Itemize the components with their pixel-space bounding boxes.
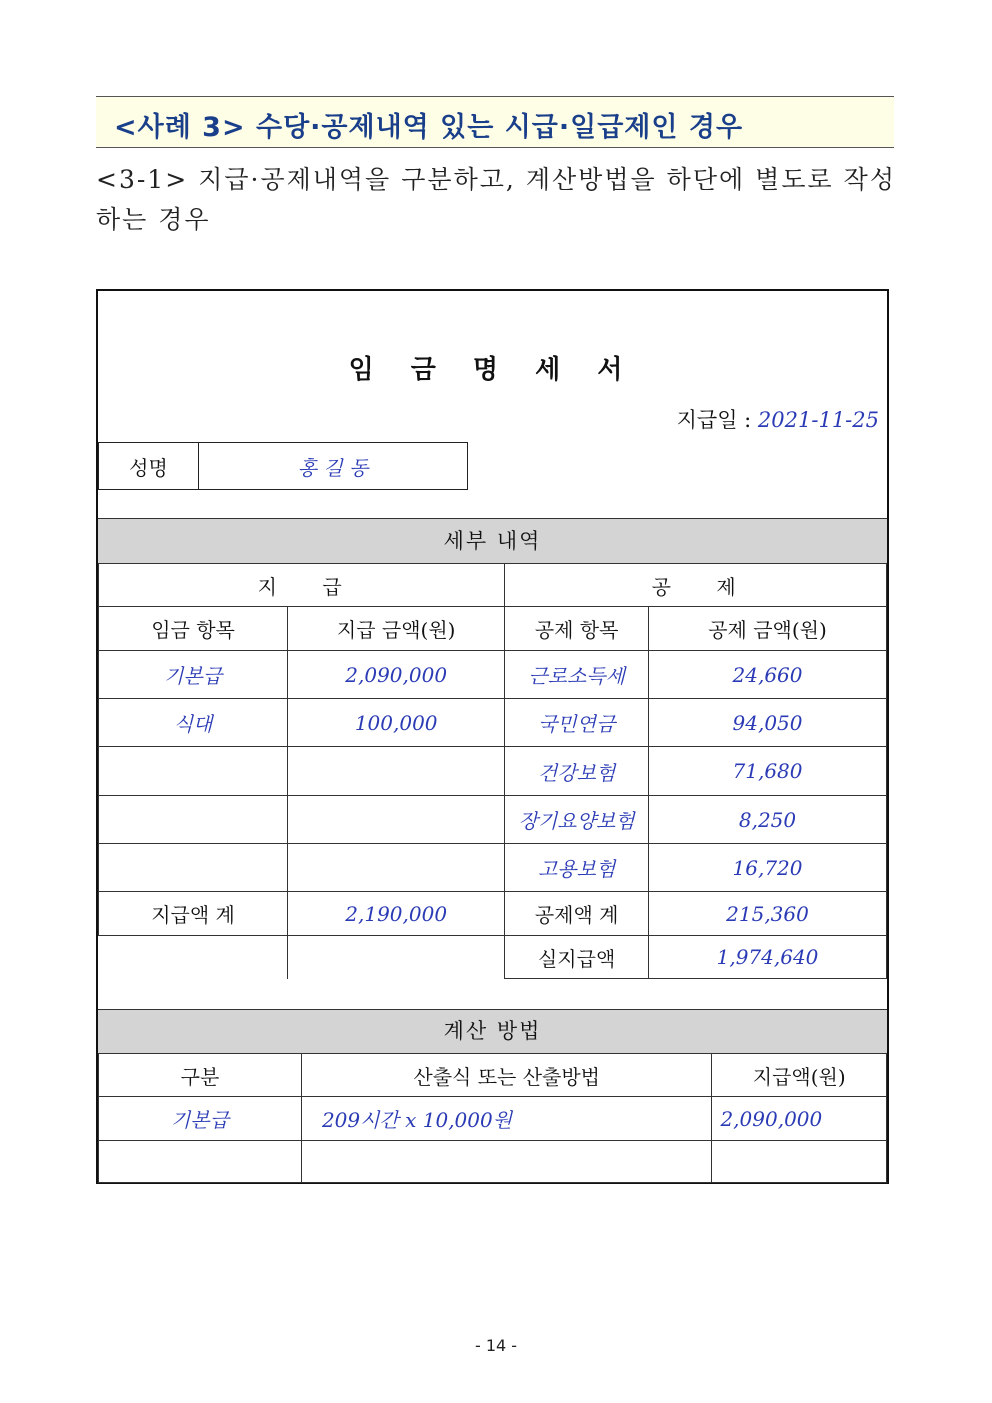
net-row (99, 936, 887, 979)
col-deduct-amount: 공제 금액(원) (649, 607, 887, 651)
deduct-amount: 8,250 (649, 796, 887, 844)
details-section-title: 세부 내역 (98, 518, 887, 564)
pay-item (99, 844, 288, 892)
table-row (99, 1097, 887, 1141)
name-value: 홍 길 동 (199, 443, 468, 490)
payday-value: 2021-11-25 (757, 408, 879, 432)
calc-formula (301, 1141, 712, 1183)
calc-formula: 209시간 x 10,000원 (301, 1097, 712, 1141)
table-row (99, 844, 887, 892)
deduct-amount: 94,050 (649, 699, 887, 747)
calc-category: 기본급 (99, 1097, 302, 1141)
wage-statement (96, 289, 889, 1184)
payday-label: 지급일 : (676, 408, 752, 432)
pay-amount: 2,090,000 (288, 651, 505, 699)
deduct-item: 건강보험 (505, 747, 649, 796)
name-table (98, 442, 468, 490)
pay-item: 기본급 (99, 651, 288, 699)
case-header (96, 96, 894, 148)
table-row (99, 747, 887, 796)
deduct-amount: 71,680 (649, 747, 887, 796)
pay-amount (288, 747, 505, 796)
total-pay-value: 2,190,000 (288, 892, 505, 936)
total-deduct-label: 공제액 계 (505, 892, 649, 936)
total-pay-label: 지급액 계 (99, 892, 288, 936)
col-pay-item: 임금 항목 (99, 607, 288, 651)
details-table (98, 563, 887, 979)
deduct-header: 공 제 (505, 564, 887, 607)
calc-category (99, 1141, 302, 1183)
calc-amount (712, 1141, 887, 1183)
pay-item (99, 796, 288, 844)
calc-amount: 2,090,000 (712, 1097, 887, 1141)
table-row (99, 651, 887, 699)
col-amount: 지급액(원) (712, 1054, 887, 1097)
page-number: - 14 - (474, 1336, 518, 1355)
pay-item: 식대 (99, 699, 288, 747)
pay-item (99, 747, 288, 796)
table-row (99, 796, 887, 844)
table-row (99, 699, 887, 747)
deduct-item: 국민연금 (505, 699, 649, 747)
col-pay-amount: 지급 금액(원) (288, 607, 505, 651)
name-label: 성명 (99, 443, 199, 490)
col-category: 구분 (99, 1054, 302, 1097)
pay-amount (288, 796, 505, 844)
col-formula: 산출식 또는 산출방법 (301, 1054, 712, 1097)
net-label: 실지급액 (505, 936, 649, 979)
pay-header: 지 급 (99, 564, 505, 607)
case-subtitle: <3-1> 지급·공제내역을 구분하고, 계산방법을 하단에 별도로 작성하는 경우 (96, 165, 896, 234)
deduct-amount: 24,660 (649, 651, 887, 699)
net-value: 1,974,640 (649, 936, 887, 979)
total-deduct-value: 215,360 (649, 892, 887, 936)
deduct-amount: 16,720 (649, 844, 887, 892)
pay-amount (288, 844, 505, 892)
deduct-item: 근로소득세 (505, 651, 649, 699)
deduct-item: 고용보험 (505, 844, 649, 892)
col-deduct-item: 공제 항목 (505, 607, 649, 651)
table-row (99, 1141, 887, 1183)
statement-title: 임 금 명 세 서 (348, 355, 637, 385)
totals-row (99, 892, 887, 936)
payday (677, 404, 879, 434)
pay-amount: 100,000 (288, 699, 505, 747)
calc-table (98, 1053, 887, 1183)
calc-section-title: 계산 방법 (98, 1009, 887, 1054)
deduct-item: 장기요양보험 (505, 796, 649, 844)
case-title: <사례 3> 수당·공제내역 있는 시급·일급제인 경우 (114, 112, 744, 143)
